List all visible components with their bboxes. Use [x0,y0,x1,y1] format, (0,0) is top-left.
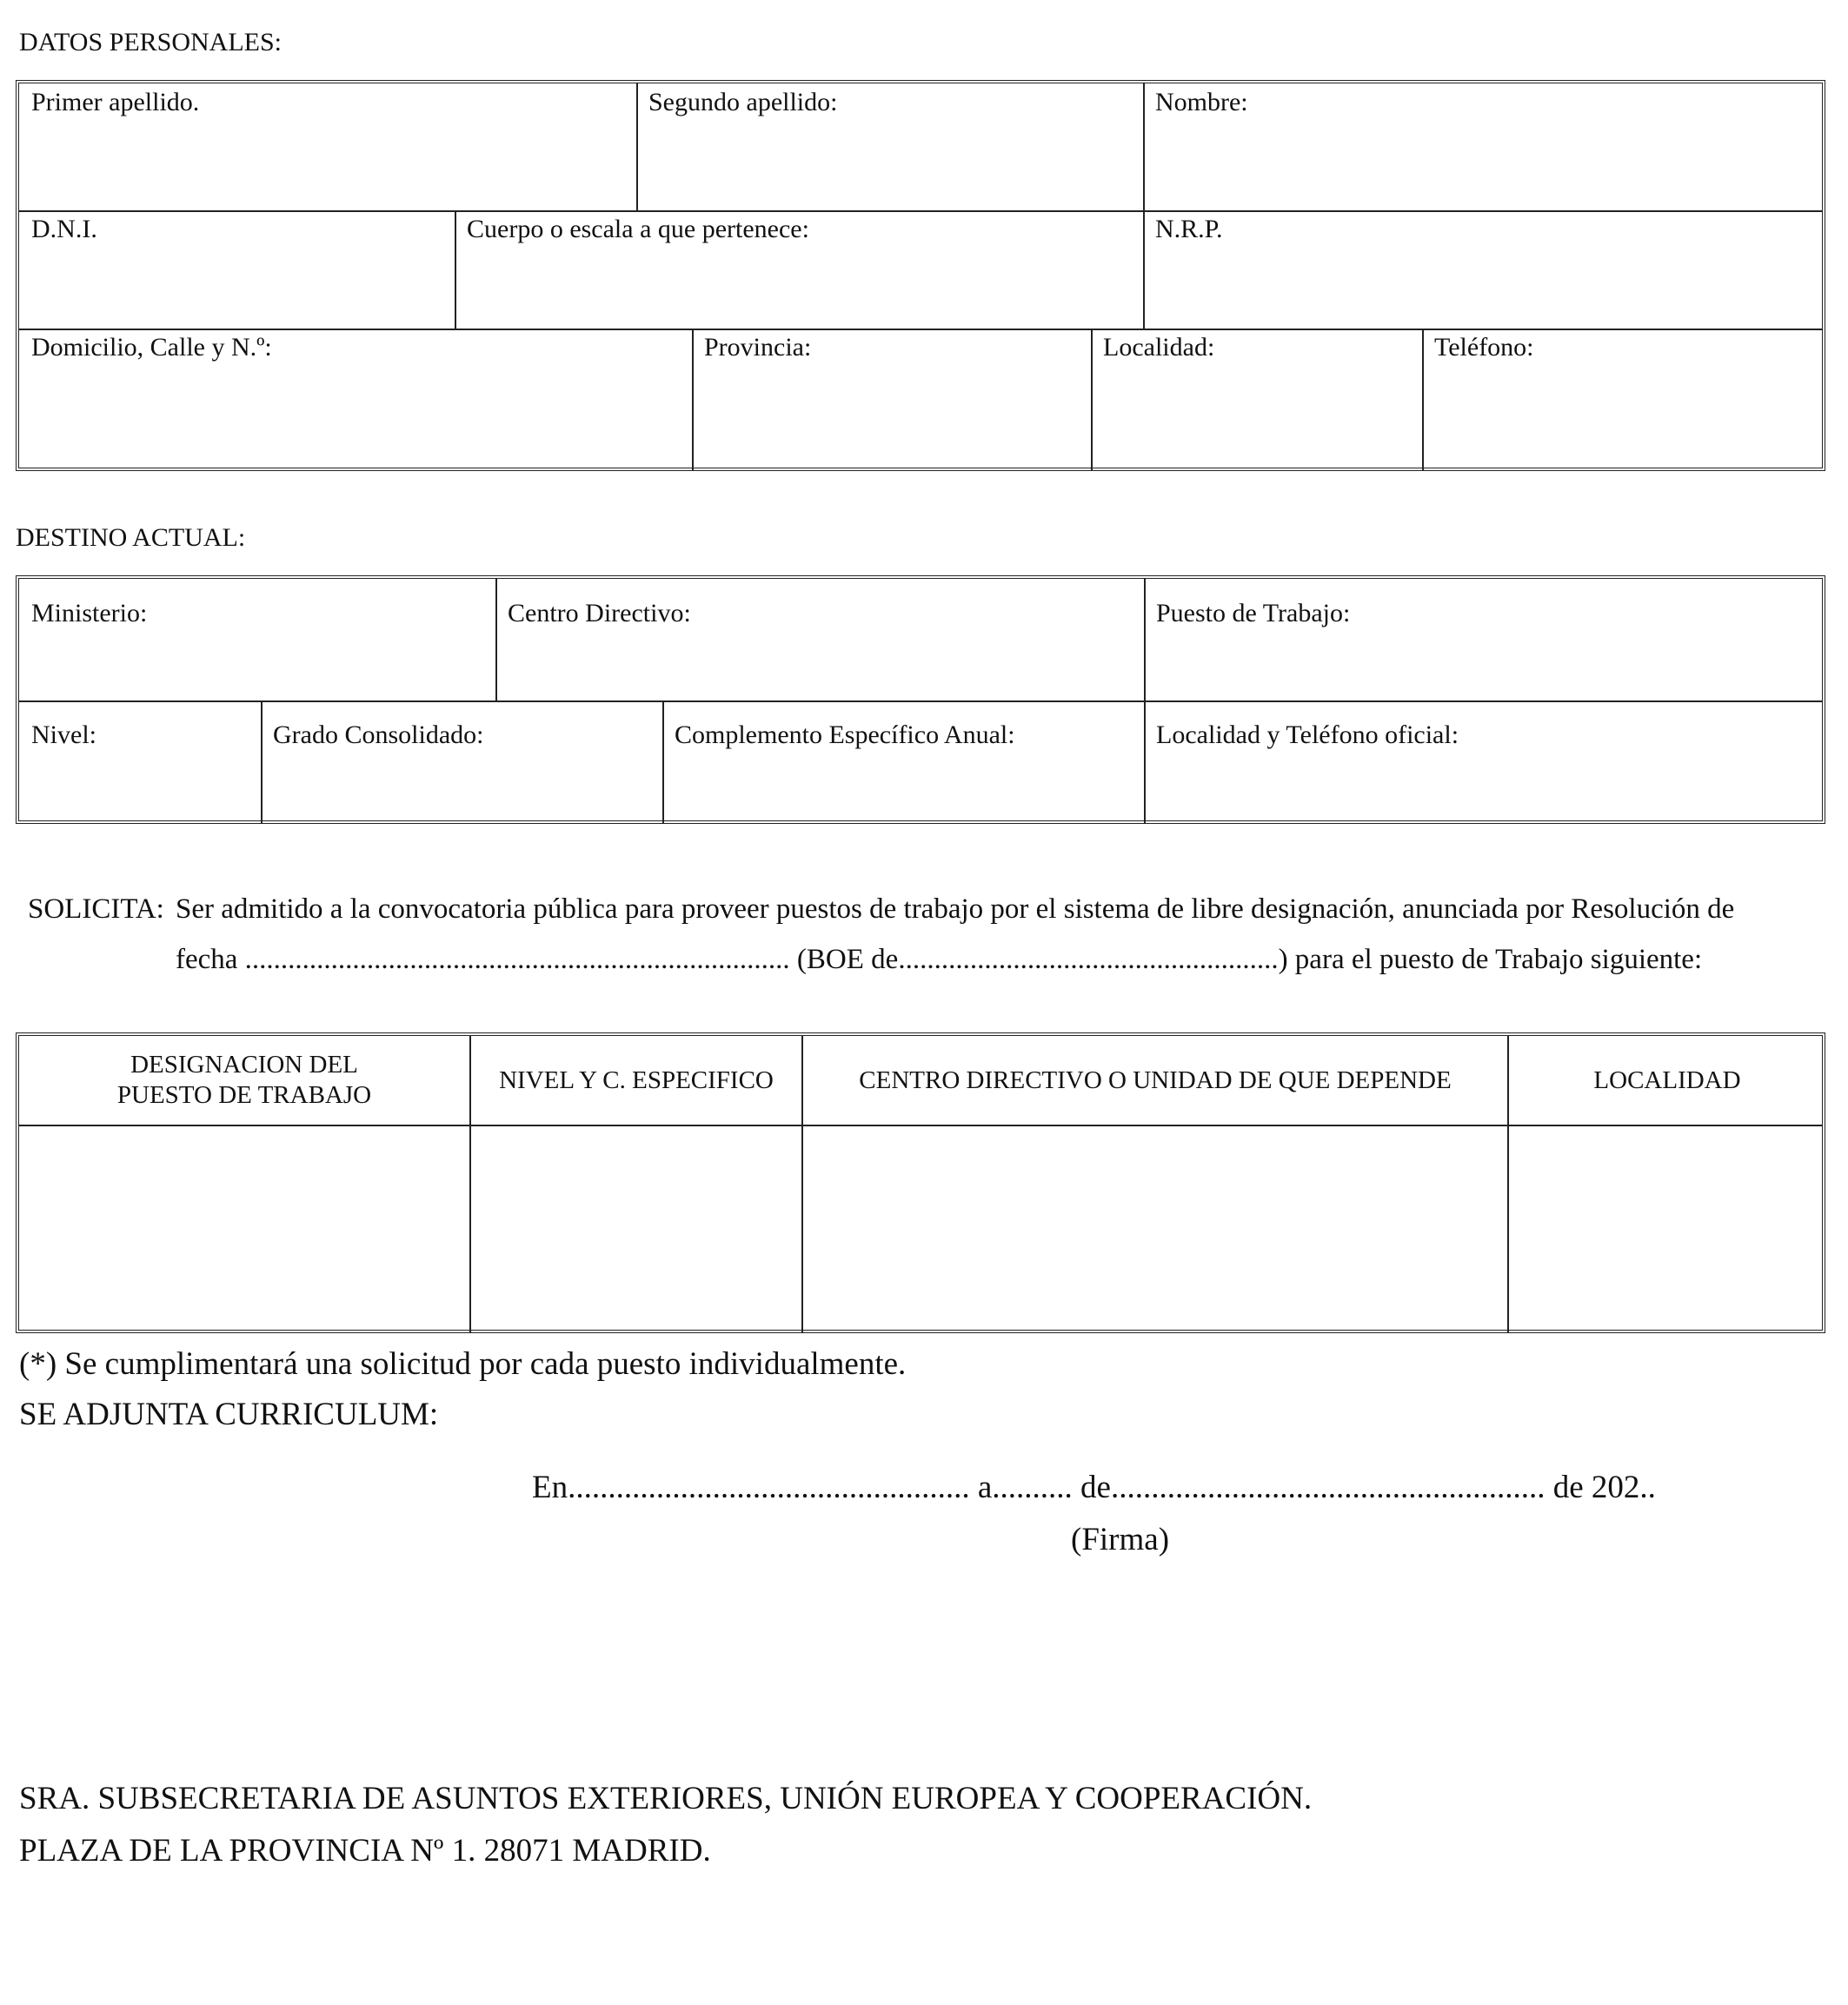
header-designacion: DESIGNACION DEL PUESTO DE TRABAJO [116,1051,372,1109]
row-divider [19,210,1822,212]
destinatario-line-2: PLAZA DE LA PROVINCIA Nº 1. 28071 MADRID. [19,1833,711,1869]
firma-label: (Firma) [1071,1522,1170,1557]
puesto-trabajo-field[interactable]: Puesto de Trabajo: [1156,599,1351,627]
centro-directivo-input-cell[interactable] [805,1126,1506,1331]
column-divider [1091,329,1093,471]
lugar-fecha-line[interactable]: En.................................................. a.......... de...................................................... de 202.. [532,1470,1656,1505]
column-divider [636,83,638,210]
column-divider [1144,579,1146,700]
datos-personales-table [16,80,1825,471]
column-divider [1422,329,1424,471]
localidad-field[interactable]: Localidad: [1103,333,1215,362]
grado-consolidado-field[interactable]: Grado Consolidado: [273,720,484,749]
header-centro-directivo: CENTRO DIRECTIVO O UNIDAD DE QUE DEPENDE [859,1066,1452,1094]
column-divider [1143,83,1145,210]
puesto-table [16,1032,1825,1333]
solicita-line-1: Ser admitido a la convocatoria pública para proveer puestos de trabajo por el sistema de libre designación, anunciada por Resolución de [176,893,1735,925]
localidad-telefono-field[interactable]: Localidad y Teléfono oficial: [1156,720,1459,749]
column-divider [495,579,497,700]
segundo-apellido-field[interactable]: Segundo apellido: [648,88,838,116]
column-divider [1143,210,1145,329]
column-divider [692,329,694,471]
header-nivel: NIVEL Y C. ESPECIFICO [499,1066,774,1094]
telefono-field[interactable]: Teléfono: [1434,333,1534,362]
header-localidad: LOCALIDAD [1593,1066,1741,1094]
adjunta-curriculum: SE ADJUNTA CURRICULUM: [19,1397,439,1432]
centro-directivo-field[interactable]: Centro Directivo: [508,599,691,627]
row-divider [19,700,1822,702]
datos-personales-title: DATOS PERSONALES: [19,28,283,56]
designacion-input-cell[interactable] [21,1126,468,1331]
destino-actual-table [16,575,1825,824]
ministerio-field[interactable]: Ministerio: [31,599,148,627]
domicilio-field[interactable]: Domicilio, Calle y N.º: [31,333,272,362]
cuerpo-escala-field[interactable]: Cuerpo o escala a que pertenece: [467,215,809,243]
column-divider [1144,700,1146,824]
solicita-line-2: fecha ............................................................................ (BOE de.....................................................) para el puesto de Trabajo siguiente: [176,944,1703,975]
provincia-field[interactable]: Provincia: [704,333,812,362]
primer-apellido-field[interactable]: Primer apellido. [31,88,200,116]
solicita-label: SOLICITA: [28,893,164,925]
destino-actual-title: DESTINO ACTUAL: [16,523,246,552]
column-divider [662,700,664,824]
destinatario-line-1: SRA. SUBSECRETARIA DE ASUNTOS EXTERIORES, UNIÓN EUROPEA Y COOPERACIÓN. [19,1781,1313,1816]
nivel-input-cell[interactable] [473,1126,800,1331]
nrp-field[interactable]: N.R.P. [1155,215,1223,243]
row-divider [19,329,1822,330]
nivel-field[interactable]: Nivel: [31,720,96,749]
nota-asterisco: (*) Se cumplimentará una solicitud por cada puesto individualmente. [19,1346,907,1382]
complemento-especifico-field[interactable]: Complemento Específico Anual: [675,720,1015,749]
column-divider [261,700,263,824]
localidad-input-cell[interactable] [1511,1126,1824,1331]
column-divider [455,210,456,329]
dni-field[interactable]: D.N.I. [31,215,97,243]
nombre-field[interactable]: Nombre: [1155,88,1248,116]
